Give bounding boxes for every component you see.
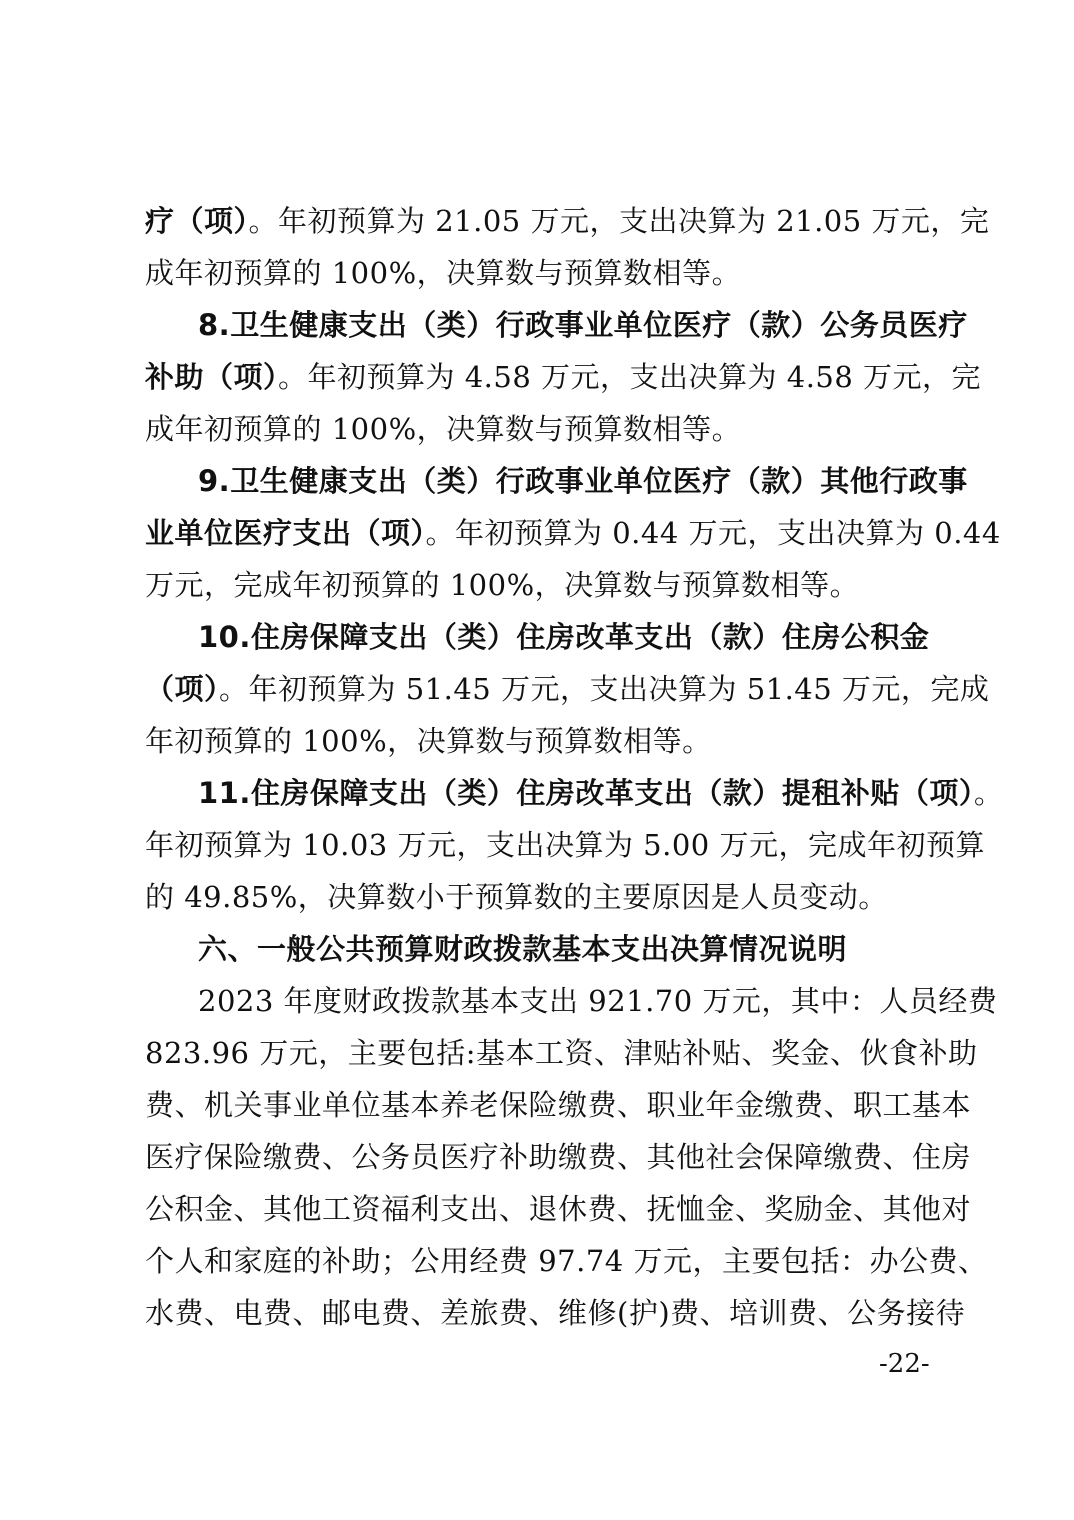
page-number: -22- bbox=[879, 1349, 930, 1379]
paragraph-11-line-1-text: 。 bbox=[973, 776, 1004, 810]
paragraph-11-line-1 bbox=[198, 775, 1003, 811]
paragraph-9-line-3: 万元，完成年初预算的 100%，决算数与预算数相等。 bbox=[145, 568, 860, 602]
paragraph-8-line-3: 成年初预算的 100%，决算数与预算数相等。 bbox=[145, 412, 742, 446]
paragraph-8-heading: 8.卫生健康支出（类）行政事业单位医疗（款）公务员医疗 bbox=[198, 308, 968, 342]
section-6-line-7: 水费、电费、邮电费、差旅费、维修(护)费、培训费、公务接待 bbox=[145, 1296, 966, 1330]
paragraph-10-line-2-text: 。年初预算为 51.45 万元，支出决算为 51.45 万元，完成 bbox=[219, 672, 990, 706]
paragraph-7-line-1-text: 。年初预算为 21.05 万元，支出决算为 21.05 万元，完 bbox=[248, 204, 990, 238]
paragraph-9-item-title: 业单位医疗支出（项） bbox=[145, 516, 426, 550]
section-6-line-4: 医疗保险缴费、公务员医疗补助缴费、其他社会保障缴费、住房 bbox=[145, 1140, 972, 1174]
section-6-line-2: 823.96 万元，主要包括:基本工资、津贴补贴、奖金、伙食补助 bbox=[145, 1036, 978, 1070]
paragraph-8-line-2 bbox=[145, 359, 981, 395]
paragraph-9-heading: 9.卫生健康支出（类）行政事业单位医疗（款）其他行政事 bbox=[198, 464, 968, 498]
section-6-line-6: 个人和家庭的补助；公用经费 97.74 万元，主要包括：办公费、 bbox=[145, 1244, 988, 1278]
paragraph-8-line-2-text: 。年初预算为 4.58 万元，支出决算为 4.58 万元，完 bbox=[278, 360, 982, 394]
paragraph-7-line-1 bbox=[145, 203, 989, 239]
paragraph-10-heading: 10.住房保障支出（类）住房改革支出（款）住房公积金 bbox=[198, 620, 930, 654]
paragraph-9-line-2 bbox=[145, 515, 1001, 551]
paragraph-9-line-2-text: 。年初预算为 0.44 万元，支出决算为 0.44 bbox=[425, 516, 1001, 550]
paragraph-8-item-title: 补助（项） bbox=[145, 360, 279, 394]
paragraph-11-heading: 11.住房保障支出（类）住房改革支出（款）提租补贴（项） bbox=[198, 776, 974, 810]
paragraph-7-line-2: 成年初预算的 100%，决算数与预算数相等。 bbox=[145, 256, 742, 290]
section-6-line-3: 费、机关事业单位基本养老保险缴费、职业年金缴费、职工基本 bbox=[145, 1088, 972, 1122]
paragraph-11-line-2: 年初预算为 10.03 万元，支出决算为 5.00 万元，完成年初预算 bbox=[145, 828, 985, 862]
paragraph-10-item-title: （项） bbox=[145, 672, 220, 706]
section-6-line-5: 公积金、其他工资福利支出、退休费、抚恤金、奖励金、其他对 bbox=[145, 1192, 972, 1226]
paragraph-10-line-2 bbox=[145, 671, 989, 707]
paragraph-7-item-title: 疗（项） bbox=[145, 204, 249, 238]
paragraph-11-line-3: 的 49.85%，决算数小于预算数的主要原因是人员变动。 bbox=[145, 880, 888, 914]
paragraph-10-line-3: 年初预算的 100%，决算数与预算数相等。 bbox=[145, 724, 712, 758]
section-6-heading: 六、一般公共预算财政拨款基本支出决算情况说明 bbox=[198, 932, 848, 966]
section-6-line-1: 2023 年度财政拨款基本支出 921.70 万元，其中：人员经费 bbox=[198, 984, 998, 1018]
